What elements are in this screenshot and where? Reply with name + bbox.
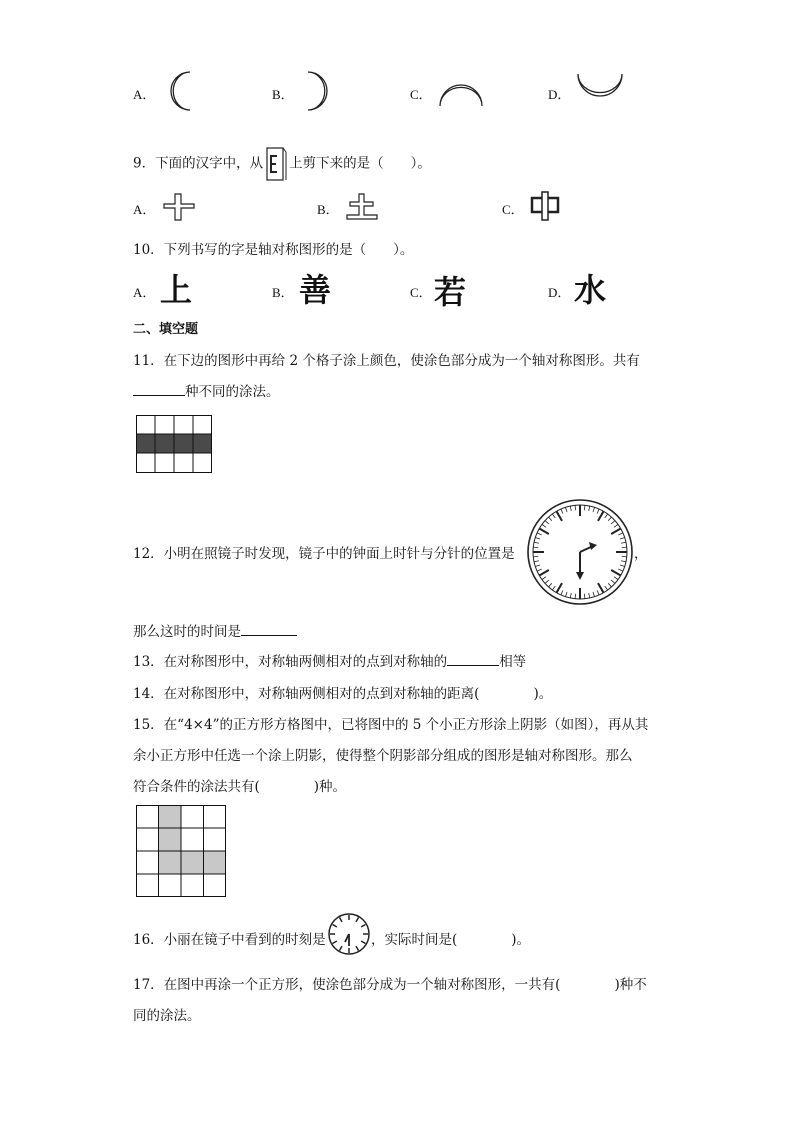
q10-question: 10．下列书写的字是轴对称图形的是（ ）。: [133, 242, 414, 258]
q9-option-b-letter: B．: [317, 202, 339, 217]
q15-line1: 15．在“4×4”的正方形方格图中，已将图中的 5 个小正方形涂上阴影（如图），再从其: [133, 717, 649, 733]
q10-option-c-char: 若: [434, 273, 467, 311]
answer-blank[interactable]: [447, 653, 499, 666]
q13-wrap: [133, 650, 526, 670]
crescent-up-icon: [574, 66, 626, 112]
clock-minute-tick: [622, 547, 627, 548]
q8-option-a-letter: A．: [133, 87, 156, 102]
clock-minute-tick: [584, 594, 585, 599]
q10-option-b-char: 善: [299, 271, 332, 309]
q11-line2-wrap: [133, 380, 280, 400]
q10-option-d-char: 水: [574, 271, 607, 309]
folded-paper-icon: [265, 146, 287, 182]
q10-option-a-letter: A．: [133, 285, 156, 300]
clock-minute-tick: [533, 547, 538, 548]
crescent-down-icon: [436, 68, 486, 114]
section-title: 二、填空题: [133, 322, 199, 337]
clock-minute-tick: [575, 594, 576, 599]
zhong-shape-icon: [530, 190, 560, 222]
answer-blank[interactable]: [241, 623, 297, 636]
q17-line2: 同的涂法。: [133, 1008, 201, 1024]
q8-option-b-letter: B．: [272, 87, 294, 102]
clock-minute-tick: [533, 556, 538, 557]
cross-shape-icon: [162, 192, 196, 222]
q9-prefix: 9．下面的汉字中，从: [133, 155, 264, 172]
crescent-left-icon: [160, 68, 200, 114]
q9-option-a-letter: A．: [133, 202, 156, 217]
q10-option-d-letter: D．: [548, 285, 571, 300]
q9-question: [133, 146, 431, 182]
q9-option-c-letter: C．: [502, 202, 524, 217]
q15-grid-figure: [136, 805, 226, 897]
q9-suffix: 上剪下来的是（ ）。: [289, 155, 431, 172]
q16-suffix: ，实际时间是( )。: [371, 932, 531, 948]
q11-grid-figure: [136, 415, 212, 473]
q13-suffix: 相等: [499, 654, 527, 670]
clock-minute-tick: [584, 505, 585, 510]
mirror-clock-small-icon: [327, 912, 371, 956]
q11-line1: 11．在下边的图形中再给 2 个格子涂上颜色，使涂色部分成为一个轴对称图形。共有: [133, 353, 640, 369]
q15-line2: 余小正方形中任选一个涂上阴影，使得整个阴影部分组成的图形是轴对称图形。那么: [133, 748, 633, 764]
q12-comma: ，: [634, 546, 648, 562]
q12-line1: 12．小明在照镜子时发现，镜子中的钟面上时针与分针的位置是: [133, 546, 515, 562]
q12-line2: 那么这时的时间是: [133, 624, 241, 640]
q8-option-d-letter: D．: [548, 87, 571, 102]
q10-option-c-letter: C．: [410, 285, 432, 300]
q12-line2-wrap: [133, 620, 297, 640]
q17-line1: 17．在图中再涂一个正方形，使涂色部分成为一个轴对称图形，一共有( )种不: [133, 977, 647, 993]
crescent-right-icon: [298, 68, 338, 114]
mirror-clock-icon: [525, 498, 635, 606]
clock-minute-tick: [575, 505, 576, 510]
answer-blank[interactable]: [133, 383, 185, 396]
q11-line2: 种不同的涂法。: [185, 384, 280, 400]
q14-question: 14．在对称图形中，对称轴两侧相对的点到对称轴的距离( )。: [133, 686, 553, 702]
q10-option-b-letter: B．: [272, 285, 294, 300]
q8-option-c-letter: C．: [410, 87, 432, 102]
clock-minute-tick: [622, 556, 627, 557]
q10-option-a-char: 上: [160, 271, 193, 309]
q13-prefix: 13．在对称图形中，对称轴两侧相对的点到对称轴的: [133, 654, 448, 670]
tu-shape-icon: [345, 192, 379, 222]
q16-prefix: 16．小丽在镜子中看到的时刻是: [133, 932, 326, 948]
q15-line3: 符合条件的涂法共有( )种。: [133, 779, 347, 795]
